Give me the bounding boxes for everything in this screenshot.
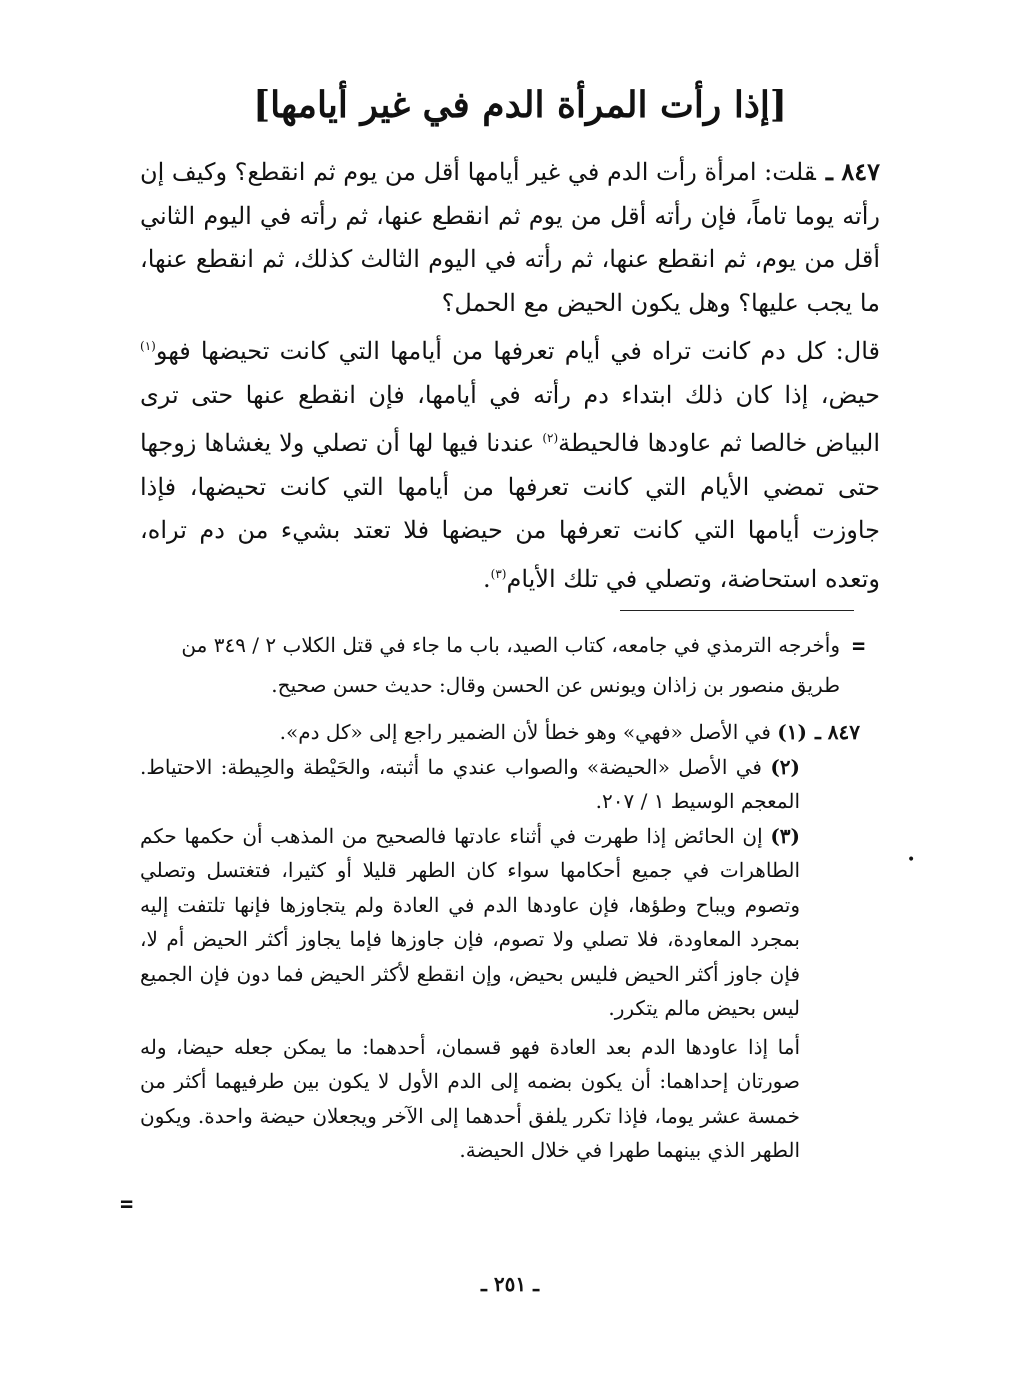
answer-text-3: عندنا فيها لها أن تصلي ولا يغشاها زوجها حتى تمضي الأيام التي كانت تعرفها من أيامها التي كانت تحيضها، فإذا جاوزت أيامها التي كانت تعرفها من حيضها فلا تعتد بشيء من دم تراه، وتعده استحاضة، وتصلي في تلك الأيام [140, 429, 880, 593]
footnote-separator [620, 610, 854, 611]
answer-end: . [482, 564, 491, 593]
end-continuation-marker: = [120, 1192, 134, 1217]
main-text [140, 150, 880, 601]
footnote-2-text: في الأصل «الحيضة» والصواب عندي ما أثبته، والحَيْطة والحِيطة: الاحتياط. المعجم الوسيط ١ / ٢٠٧. [140, 754, 800, 813]
footnote-3-text: إن الحائض إذا طهرت في أثناء عادتها فالصحيح من المذهب أن حكمها حكم الطاهرات في جميع أحكامها سواء كان الطهر قليلا أو كثيرا، فتغتسل وتصلي وتصوم ويباح وطؤها، فإن عاودها الدم في العادة ولم يتجاوزها فإنها تلتفت إليه بمجرد المعاودة، فلا تصلي ولا تصوم، فإن جاوزها فإما يجاوز أكثر الحيض أم لا، فإن جاوز أكثر الحيض فليس بحيض، وإن انقطع لأكثر الحيض فما دون فإن الجميع ليس بحيض مالم يتكرر. [140, 823, 800, 1020]
question-text: قلت: امرأة رأت الدم في غير أيامها أقل من يوم ثم انقطع؟ وكيف إن رأته يوما تاماً، فإن رأته أقل من يوم ثم انقطع عنها، ثم رأته في اليوم الثاني أقل من يوم، ثم انقطع عنها، ثم رأته في اليوم الثالث كذلك، ثم انقطع عنها، ما يجب عليها؟ وهل يكون الحيض مع الحمل؟ [140, 158, 880, 317]
footnote-entry-number: ٨٤٧ ـ [814, 720, 860, 744]
footnote-ref-1[interactable]: (١) [140, 339, 156, 353]
page-number: ـ ٢٥١ ـ [481, 1272, 539, 1296]
footnote-ref-3[interactable]: (٣) [490, 566, 507, 581]
answer-paragraph [140, 325, 880, 601]
footnote-1-number: (١) [777, 720, 807, 744]
section-title: [إذا رأت المرأة الدم في غير أيامها] [253, 84, 787, 126]
footnote-1 [140, 715, 860, 750]
footnote-1-text: في الأصل «فهي» وهو خطأ لأن الضمير راجع إلى «كل دم». [279, 720, 771, 744]
margin-dot: • [907, 852, 916, 868]
footnote-3-continued: أما إذا عاودها الدم بعد العادة فهو قسمان، أحدهما: ما يمكن جعله حيضا، وله صورتان إحداهما: أن يكون بضمه إلى الدم الأول لا يكون بين طرفيهما أكثر من خمسة عشر يوما، فإذا تكرر يلفق أحدهما إلى الآخر ويجعلان حيضة واحدة. ويكون الطهر الذي بينهما طهرا في خلال الحيضة. [140, 1034, 800, 1162]
footnote-3-number: (٣) [770, 823, 800, 848]
answer-text-1: قال: كل دم كانت تراه في أيام تعرفها من أيامها التي كانت تحيضها فهو [155, 337, 880, 365]
question-paragraph [140, 150, 880, 325]
footnote-ref-2[interactable]: (٢) [542, 431, 559, 445]
continuation-line-2: طريق منصور بن زاذان ويونس عن الحسن وقال: حديث حسن صحيح. [271, 673, 840, 697]
footnote-3 [140, 819, 860, 1026]
entry-number: ٨٤٧ ـ [825, 157, 880, 186]
footnote-2 [140, 750, 860, 819]
continuation-line-1: وأخرجه الترمذي في جامعه، كتاب الصيد، باب ما جاء في قتل الكلاب ٢ / ٣٤٩ من [181, 633, 840, 657]
answer-text-2: حيض، إذا كان ذلك ابتداء دم رأته في أيامها، فإن انقطع عنها حتى ترى البياض خالصا ثم عاودها فالحيطة [140, 380, 880, 457]
footnote-2-number: (٢) [770, 754, 800, 779]
footnote-continuation [140, 625, 840, 705]
continuation-marker: = [852, 634, 866, 659]
footnotes-block [140, 715, 860, 1168]
